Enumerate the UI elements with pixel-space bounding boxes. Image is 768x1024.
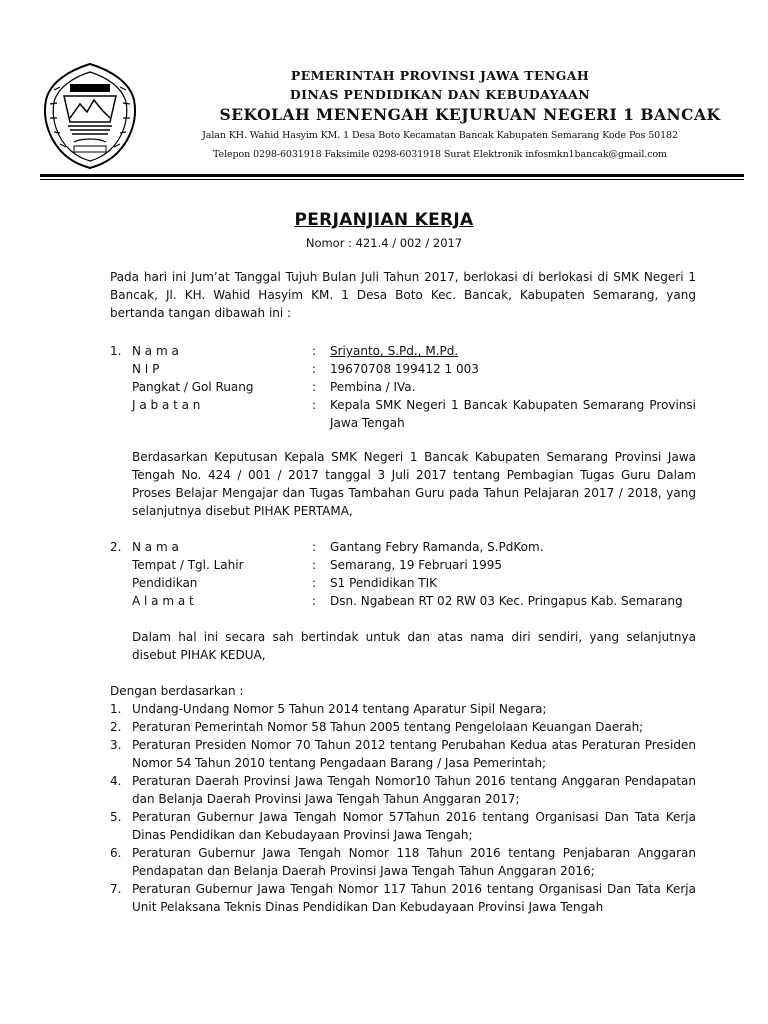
party1-number: 1. — [110, 344, 122, 358]
party2-address-row: A l a m a t : Dsn. Ngabean RT 02 RW 03 Kec. Pringapus Kab. Semarang — [110, 592, 696, 628]
list-item: 2. Peraturan Pemerintah Nomor 58 Tahun 2005 tentang Pengelolaan Keuangan Daerah; — [110, 720, 644, 734]
party1-position-row: J a b a t a n : Kepala SMK Negeri 1 Bancak Kabupaten Semarang Provinsi Jawa Tengah — [132, 398, 696, 430]
field-label: Pendidikan — [132, 576, 198, 590]
field-label: J a b a t a n — [132, 398, 201, 412]
list-item: 4. Peraturan Daerah Provinsi Jawa Tengah Nomor10 Tahun 2016 tentang Anggaran Pendapatan dan Belanja Daerah Provinsi Jawa Tengah Tahun Anggaran 2017; — [110, 774, 696, 806]
document-number: Nomor : 421.4 / 002 / 2017 — [305, 236, 463, 250]
party2-education-value: S1 Pendidikan TIK — [330, 576, 438, 590]
list-item: 5. Peraturan Gubernur Jawa Tengah Nomor 57Tahun 2016 tentang Organisasi Dan Tata Kerja Dinas Pendidikan dan Kebudayaan Provinsi Jawa Tengah; — [110, 810, 696, 842]
party2-birth-row: Tempat / Tgl. Lahir : Semarang, 19 Februari 1995 — [110, 556, 696, 574]
party1-rank-value: Pembina / IVa. — [330, 380, 416, 394]
field-label: N a m a — [132, 344, 179, 358]
party2-birth-value: Semarang, 19 Februari 1995 — [330, 558, 503, 572]
party2-statement: Dalam hal ini secara sah bertindak untuk dan atas nama diri sendiri, yang selanjutnya disebut PIHAK KEDUA, — [132, 630, 696, 662]
letterhead — [140, 66, 740, 164]
party1-name-row: 1. N a m a : Sriyanto, S.Pd., M.Pd. — [110, 342, 696, 360]
field-label: A l a m a t — [132, 594, 194, 608]
party2-name-value: Gantang Febry Ramanda, S.PdKom. — [330, 540, 544, 554]
letterhead-rule-thin — [40, 179, 744, 180]
field-label: Pangkat / Gol Ruang — [132, 380, 254, 394]
party2-education-row: Pendidikan : S1 Pendidikan TIK — [110, 574, 696, 592]
field-label: N I P — [132, 362, 160, 376]
jawa-tengah-emblem-icon — [40, 60, 140, 170]
letterhead-contact: Telepon 0298-6031918 Faksimile 0298-6031918 Surat Elektronik infosmkn1bancak@gmail.com — [213, 149, 667, 160]
list-item: 7. Peraturan Gubernur Jawa Tengah Nomor 117 Tahun 2016 tentang Organisasi Dan Tata Kerja Unit Pelaksana Teknis Dinas Pendidikan Dan Kebudayaan Provinsi Jawa Tengah — [110, 882, 696, 914]
letterhead-rule-thick — [40, 174, 744, 177]
party1-position-value: Kepala SMK Negeri 1 Bancak Kabupaten Semarang Provinsi Jawa Tengah — [330, 398, 696, 430]
intro-paragraph: Pada hari ini Jum’at Tanggal Tujuh Bulan Juli Tahun 2017, berlokasi di berlokasi di SMK Negeri 1 Bancak, Jl. KH. Wahid Hasyim KM. 1 Desa Boto Kec. Bancak, Kabupaten Semarang, yang bertanda tangan dibawah ini : — [110, 270, 696, 320]
party1-statement: Berdasarkan Keputusan Kepala SMK Negeri 1 Bancak Kabupaten Semarang Provinsi Jawa Tengah No. 424 / 001 / 2017 tanggal 3 Juli 2017 tentang Pembagian Tugas Guru Dalam Proses Belajar Mengajar dan Tugas Tambahan Guru pada Tahun Pelajaran 2017 / 2018, yang selanjutnya disebut PIHAK PERTAMA, — [132, 450, 696, 518]
letterhead-government: PEMERINTAH PROVINSI JAWA TENGAH — [290, 68, 590, 83]
list-item: 1. Undang-Undang Nomor 5 Tahun 2014 tentang Aparatur Sipil Negara; — [110, 702, 547, 716]
letterhead-school: SEKOLAH MENENGAH KEJURUAN NEGERI 1 BANCAK — [219, 105, 721, 124]
party2-number: 2. — [110, 540, 122, 554]
list-item: 6. Peraturan Gubernur Jawa Tengah Nomor 118 Tahun 2016 tentang Penjabaran Anggaran Pendapatan dan Belanja Daerah Provinsi Jawa Tengah Tahun Anggaran 2016; — [110, 846, 696, 878]
list-item: 3. Peraturan Presiden Nomor 70 Tahun 2012 tentang Perubahan Kedua atas Peraturan Presiden Nomor 54 Tahun 2010 tentang Pengadaan Barang / Jasa Pemerintah; — [110, 738, 696, 770]
basis-list — [110, 700, 696, 916]
field-label: N a m a — [132, 540, 179, 554]
field-label: Tempat / Tgl. Lahir — [132, 558, 244, 572]
letterhead-address: Jalan KH. Wahid Hasyim KM. 1 Desa Boto Kecamatan Bancak Kabupaten Semarang Kode Pos 50182 — [202, 130, 678, 141]
basis-heading: Dengan berdasarkan : — [110, 684, 244, 698]
party1-name-value: Sriyanto, S.Pd., M.Pd. — [330, 344, 459, 358]
party1-nip-value: 19670708 199412 1 003 — [330, 362, 479, 376]
party1-rank-row: Pangkat / Gol Ruang : Pembina / IVa. — [110, 378, 696, 396]
party2-address-value: Dsn. Ngabean RT 02 RW 03 Kec. Pringapus Kab. Semarang — [330, 594, 683, 608]
party2-name-row: 2. N a m a : Gantang Febry Ramanda, S.PdKom. — [110, 538, 696, 556]
letterhead-department: DINAS PENDIDIKAN DAN KEBUDAYAAN — [289, 87, 591, 102]
document-title: PERJANJIAN KERJA — [294, 210, 474, 230]
party1-nip-row: N I P : 19670708 199412 1 003 — [110, 360, 696, 378]
